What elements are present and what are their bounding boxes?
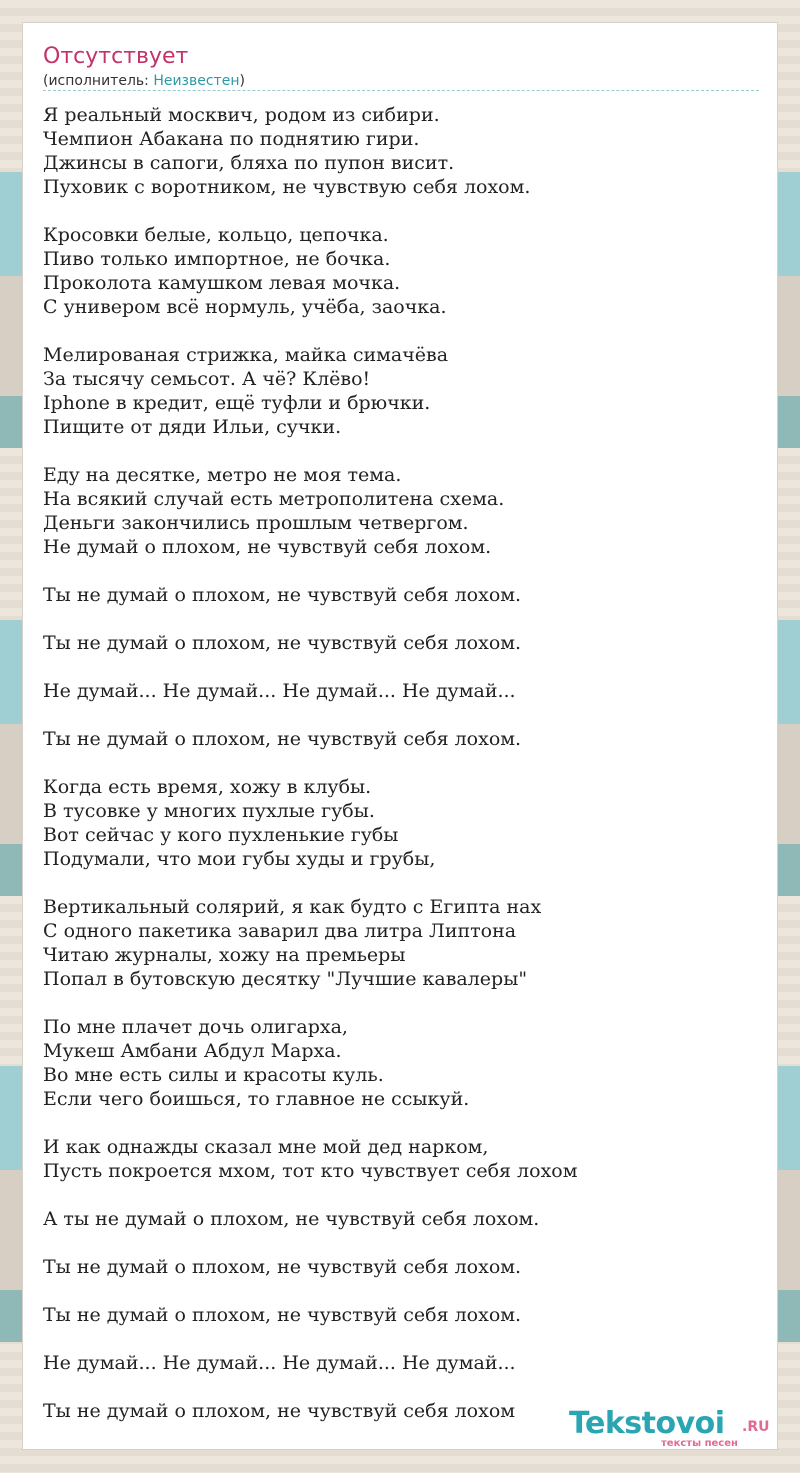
lyrics-card — [22, 22, 778, 1450]
lyric-line: С универом всё нормуль, учёба, заочка. — [43, 296, 447, 318]
stanza — [43, 1255, 759, 1279]
stanza — [43, 679, 759, 703]
lyric-line: В тусовке у многих пухлые губы. — [43, 800, 375, 822]
stanza-gap — [43, 559, 759, 583]
lyric-line: А ты не думай о плохом, не чувствуй себя лохом. — [43, 1208, 540, 1230]
artist-suffix: ) — [239, 73, 245, 89]
stanza — [43, 343, 759, 439]
lyric-line: По мне плачет дочь олигарха, — [43, 1016, 348, 1038]
stanza — [43, 1303, 759, 1327]
lyric-line: Пуховик с воротником, не чувствую себя лохом. — [43, 176, 531, 198]
lyric-line: Пусть покроется мхом, тот кто чувствует себя лохом — [43, 1160, 578, 1182]
stanza-gap — [43, 199, 759, 223]
stanza — [43, 895, 759, 991]
lyric-line: Читаю журналы, хожу на премьеры — [43, 944, 406, 966]
lyric-line: Если чего боишься, то главное не ссыкуй. — [43, 1088, 470, 1110]
lyric-line: Ты не думай о плохом, не чувствуй себя лохом. — [43, 1256, 522, 1278]
stanza — [43, 631, 759, 655]
stanza — [43, 103, 759, 199]
artist-prefix: (исполнитель: — [43, 73, 154, 89]
stanza — [43, 1207, 759, 1231]
lyric-line: Чемпион Абакана по поднятию гири. — [43, 128, 420, 150]
lyric-line: Во мне есть силы и красоты куль. — [43, 1064, 384, 1086]
stanza — [43, 1015, 759, 1111]
stanza — [43, 463, 759, 559]
lyric-line: Я реальный москвич, родом из сибири. — [43, 104, 440, 126]
lyrics-text — [43, 103, 759, 1423]
lyric-line: Ты не думай о плохом, не чувствуй себя лохом — [43, 1400, 516, 1422]
lyric-line: Не думай... Не думай... Не думай... Не думай... — [43, 1352, 516, 1374]
logo-tld: .RU — [742, 1419, 770, 1435]
lyric-line: Проколота камушком левая мочка. — [43, 272, 401, 294]
stanza — [43, 583, 759, 607]
lyric-line: Ты не думай о плохом, не чувствуй себя лохом. — [43, 632, 522, 654]
lyric-line: Ты не думай о плохом, не чувствуй себя лохом. — [43, 728, 522, 750]
artist-link[interactable]: Неизвестен — [153, 73, 240, 89]
stanza-gap — [43, 991, 759, 1015]
lyric-line: Деньги закончились прошлым четвергом. — [43, 512, 469, 534]
stanza-gap — [43, 439, 759, 463]
stanza-gap — [43, 607, 759, 631]
lyric-line: Пиво только импортное, не бочка. — [43, 248, 391, 270]
stanza-gap — [43, 1183, 759, 1207]
lyric-line: Не думай... Не думай... Не думай... Не думай... — [43, 680, 516, 702]
lyric-line: Попал в бутовскую десятку "Лучшие кавалеры" — [43, 968, 528, 990]
lyric-line: Когда есть время, хожу в клубы. — [43, 776, 372, 798]
lyric-line: Не думай о плохом, не чувствуй себя лохом. — [43, 536, 492, 558]
stanza-gap — [43, 1375, 759, 1399]
stanza-gap — [43, 1279, 759, 1303]
stanza-gap — [43, 1111, 759, 1135]
stanza — [43, 775, 759, 871]
lyric-line: Iphone в кредит, ещё туфли и брючки. — [43, 392, 431, 414]
lyric-line: Ты не думай о плохом, не чувствуй себя лохом. — [43, 1304, 522, 1326]
stanza-gap — [43, 1231, 759, 1255]
stanza — [43, 223, 759, 319]
lyric-line: Мелированая стрижка, майка симачёва — [43, 344, 449, 366]
stanza-gap — [43, 655, 759, 679]
stanza-gap — [43, 319, 759, 343]
site-logo[interactable] — [569, 1407, 779, 1447]
stanza-gap — [43, 703, 759, 727]
song-title: Отсутствует — [43, 44, 189, 69]
logo-tagline: тексты песен — [661, 1438, 738, 1449]
stanza — [43, 727, 759, 751]
lyric-line: Джинсы в сапоги, бляха по пупон висит. — [43, 152, 455, 174]
lyric-line: Еду на десятке, метро не моя тема. — [43, 464, 402, 486]
artist-line — [43, 72, 245, 90]
lyric-line: Вот сейчас у кого пухленькие губы — [43, 824, 399, 846]
lyric-line: Подумали, что мои губы худы и грубы, — [43, 848, 436, 870]
lyric-line: Мукеш Амбани Абдул Марха. — [43, 1040, 342, 1062]
title-divider — [43, 90, 759, 91]
lyric-line: Ты не думай о плохом, не чувствуй себя лохом. — [43, 584, 522, 606]
lyric-line: На всякий случай есть метрополитена схема. — [43, 488, 505, 510]
stanza-gap — [43, 871, 759, 895]
lyric-line: И как однажды сказал мне мой дед нарком, — [43, 1136, 489, 1158]
lyric-line: За тысячу семьсот. А чё? Клёво! — [43, 368, 371, 390]
logo-name: Tekstovoi — [569, 1406, 725, 1441]
lyric-line: С одного пакетика заварил два литра Липтона — [43, 920, 517, 942]
stanza-gap — [43, 751, 759, 775]
stanza — [43, 1135, 759, 1183]
stanza-gap — [43, 1327, 759, 1351]
lyric-line: Вертикальный солярий, я как будто с Египта нах — [43, 896, 542, 918]
lyric-line: Пищите от дяди Ильи, сучки. — [43, 416, 342, 438]
stanza — [43, 1351, 759, 1375]
lyric-line: Кросовки белые, кольцо, цепочка. — [43, 224, 389, 246]
